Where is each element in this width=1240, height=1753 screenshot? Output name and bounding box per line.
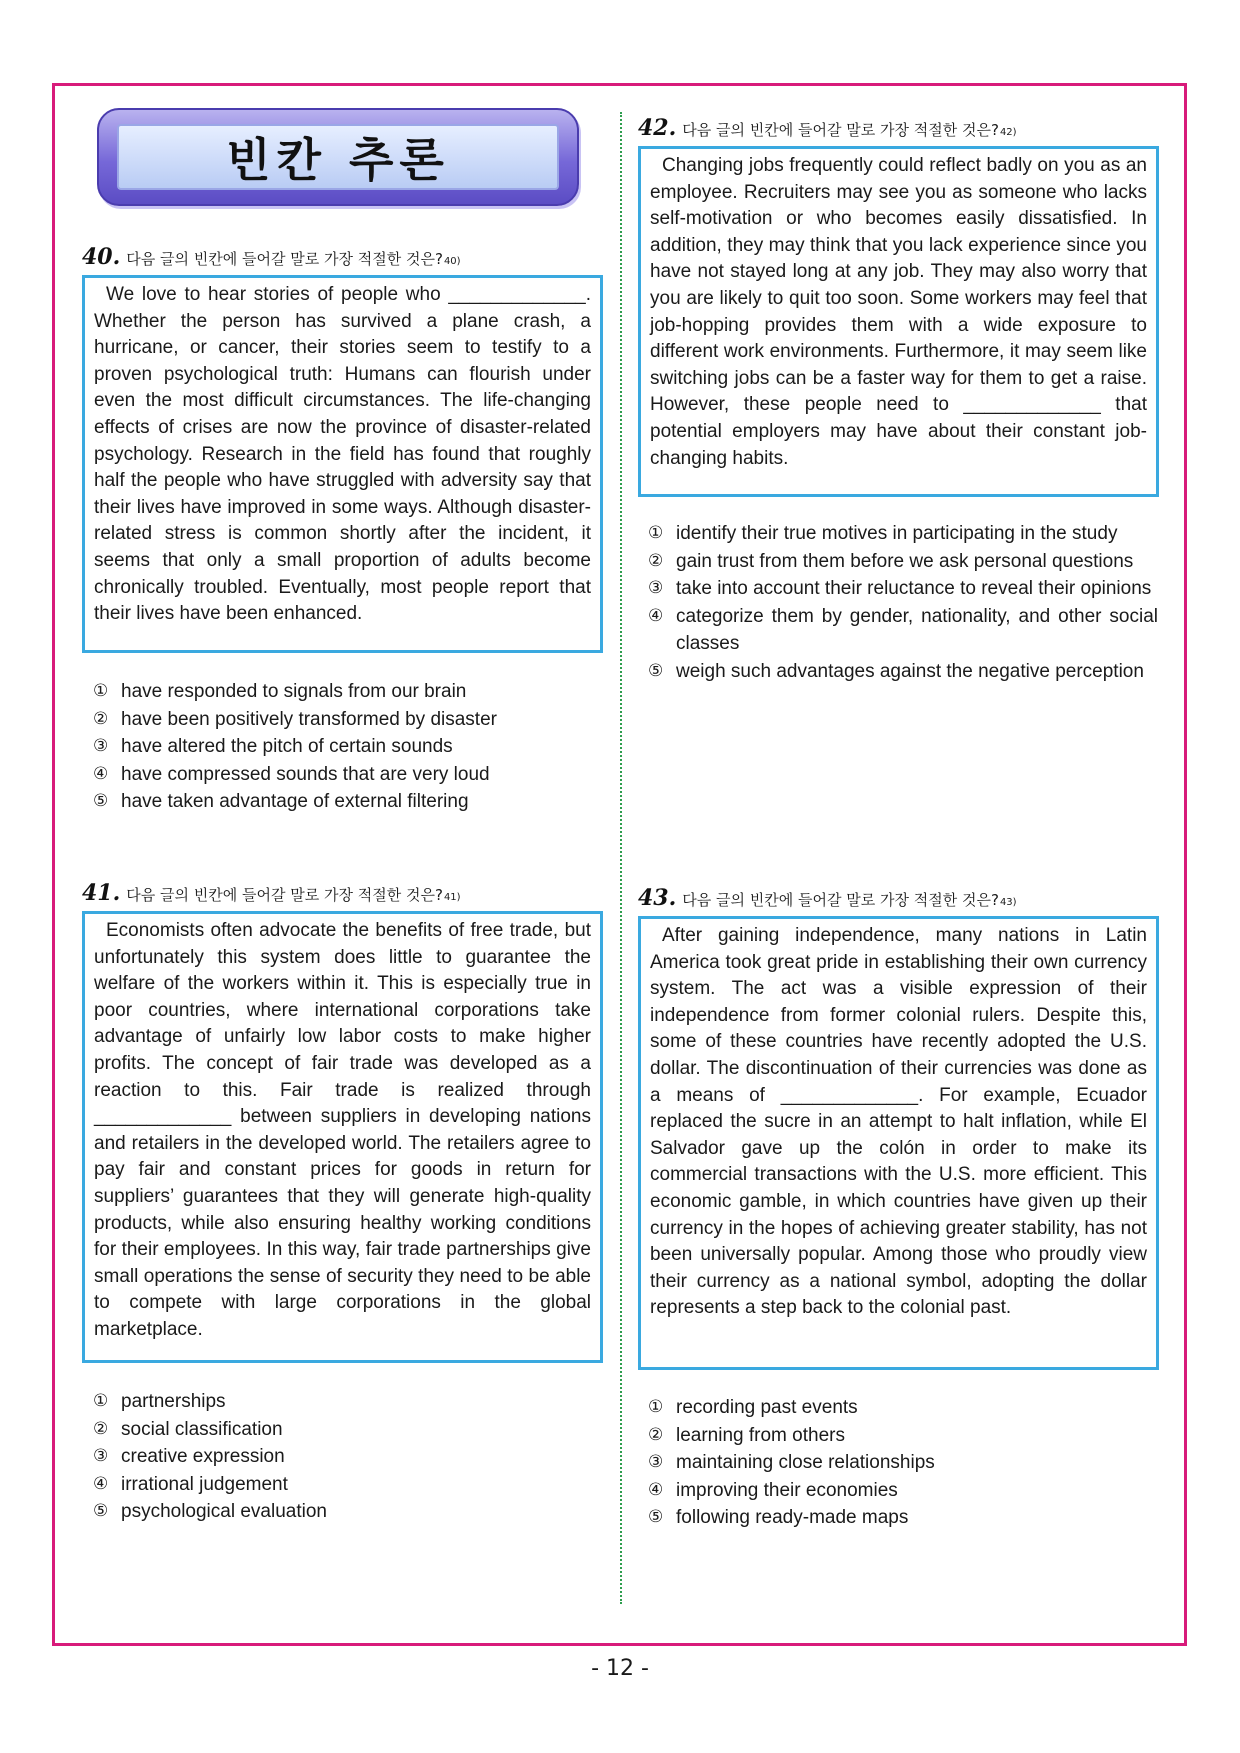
option-text: have been positively transformed by disaster bbox=[121, 708, 497, 730]
option-text: have compressed sounds that are very loud bbox=[121, 763, 490, 785]
option-mark: ① bbox=[93, 1391, 109, 1411]
option-text: gain trust from them before we ask personal questions bbox=[676, 550, 1134, 572]
option-text: social classification bbox=[121, 1418, 283, 1440]
option-text: partnerships bbox=[121, 1391, 226, 1412]
footnote-marker: 43) bbox=[999, 897, 1017, 908]
option-mark: ② bbox=[648, 1424, 664, 1445]
option-mark: ② bbox=[648, 550, 664, 571]
option-text: have taken advantage of external filtering bbox=[121, 791, 469, 813]
option-mark: ④ bbox=[648, 605, 664, 626]
answer-option[interactable] bbox=[93, 1471, 593, 1499]
answer-option[interactable] bbox=[93, 733, 593, 761]
question-40-header bbox=[82, 244, 461, 270]
question-43-header bbox=[638, 885, 1017, 911]
question-number: 42. bbox=[638, 115, 677, 141]
option-mark: ② bbox=[93, 708, 109, 729]
option-mark: ③ bbox=[93, 1446, 109, 1467]
footnote-marker: 40) bbox=[443, 256, 461, 267]
answer-option[interactable] bbox=[93, 1416, 593, 1444]
answer-option[interactable] bbox=[648, 1422, 1158, 1450]
option-mark: ③ bbox=[648, 1452, 664, 1473]
question-42-options bbox=[648, 520, 1158, 686]
question-41-passage: Economists often advocate the benefits of free trade, but unfortunately this system does little to guarantee the welfare of the workers within it. This is especially true in poor countries, where international corporations take advantage of unfairly low labor costs to make higher profits. The concept of fair trade was developed as a reaction to this. Fair trade is realized through _____________ between suppliers in developing nations and retailers in the developed world. The retailers agree to pay fair and constant prices for goods in return for suppliers’ guarantees that they will generate high-quality products, while also ensuring healthy working conditions for their employees. In this way, fair trade partnerships give small operations the sense of security they need to be able to compete with large corporations in the global marketplace. bbox=[82, 911, 603, 1363]
answer-option[interactable] bbox=[648, 603, 1158, 658]
option-text: categorize them by gender, nationality, and other social classes bbox=[676, 605, 1158, 655]
answer-option[interactable] bbox=[648, 1504, 1158, 1532]
option-text: creative expression bbox=[121, 1446, 285, 1468]
option-mark: ⑤ bbox=[648, 660, 664, 681]
option-text: irrational judgement bbox=[121, 1473, 288, 1495]
option-text: learning from others bbox=[676, 1424, 845, 1446]
answer-option[interactable] bbox=[648, 1477, 1158, 1505]
question-42-header bbox=[638, 115, 1017, 141]
question-instruction: 다음 글의 빈칸에 들어갈 말로 가장 적절한 것은? bbox=[682, 891, 999, 909]
section-title-plate bbox=[117, 124, 559, 190]
answer-option[interactable] bbox=[648, 658, 1158, 686]
option-text: recording past events bbox=[676, 1397, 858, 1418]
option-text: weigh such advantages against the negative perception bbox=[676, 660, 1144, 682]
question-number: 40. bbox=[82, 244, 121, 270]
question-41-options bbox=[93, 1388, 593, 1526]
section-title: 빈칸 추론 bbox=[226, 133, 450, 187]
option-text: take into account their reluctance to reveal their opinions bbox=[676, 578, 1152, 600]
answer-option[interactable] bbox=[648, 520, 1158, 548]
option-mark: ③ bbox=[648, 578, 664, 599]
option-mark: ① bbox=[648, 1397, 664, 1417]
answer-option[interactable] bbox=[648, 1394, 1158, 1422]
footnote-marker: 42) bbox=[999, 127, 1017, 138]
question-instruction: 다음 글의 빈칸에 들어갈 말로 가장 적절한 것은? bbox=[126, 886, 443, 904]
question-instruction: 다음 글의 빈칸에 들어갈 말로 가장 적절한 것은? bbox=[126, 250, 443, 268]
answer-option[interactable] bbox=[93, 1498, 593, 1526]
question-number: 43. bbox=[638, 885, 677, 911]
page-number: - 12 - bbox=[591, 1656, 649, 1681]
answer-option[interactable] bbox=[648, 575, 1158, 603]
question-number: 41. bbox=[82, 880, 121, 906]
option-mark: ① bbox=[93, 681, 109, 701]
option-text: have altered the pitch of certain sounds bbox=[121, 736, 453, 758]
column-divider bbox=[620, 112, 622, 1604]
question-42-passage: Changing jobs frequently could reflect badly on you as an employee. Recruiters may see you as someone who lacks self-motivation or who becomes easily dissatisfied. In addition, they may think that you lack experience since you have not stayed long at any job. They may also worry that you are likely to quit too soon. Some workers may feel that job-hopping provides them with a wide exposure to different work environments. Furthermore, it may seem like switching jobs can be a faster way for them to get a raise. However, these people need to _____________ that potential employers may have about their constant job-changing habits. bbox=[638, 146, 1159, 497]
option-mark: ② bbox=[93, 1418, 109, 1439]
option-mark: ⑤ bbox=[93, 1501, 109, 1522]
option-text: following ready-made maps bbox=[676, 1507, 909, 1529]
question-40-passage: We love to hear stories of people who _____________. Whether the person has survived a plane crash, a hurricane, or cancer, their stories seem to testify to a proven psychological truth: Humans can flourish under even the most difficult circumstances. The life-changing effects of crises are now the province of disaster-related psychology. Research in the field has found that roughly half the people who have struggled with adversity say that their lives have improved in some ways. Although disaster-related stress is common shortly after the incident, it seems that only a small proportion of adults become chronically troubled. Eventually, most people report that their lives have been enhanced. bbox=[82, 275, 603, 653]
option-mark: ③ bbox=[93, 736, 109, 757]
option-text: improving their economies bbox=[676, 1479, 898, 1501]
option-mark: ④ bbox=[93, 763, 109, 784]
option-mark: ④ bbox=[93, 1473, 109, 1494]
answer-option[interactable] bbox=[93, 706, 593, 734]
option-text: have responded to signals from our brain bbox=[121, 681, 467, 702]
answer-option[interactable] bbox=[93, 1443, 593, 1471]
question-40-options bbox=[93, 678, 593, 816]
answer-option[interactable] bbox=[93, 678, 593, 706]
answer-option[interactable] bbox=[93, 761, 593, 789]
answer-option[interactable] bbox=[648, 548, 1158, 576]
question-41-header bbox=[82, 880, 461, 906]
question-43-options bbox=[648, 1394, 1158, 1532]
section-title-banner bbox=[97, 108, 579, 206]
question-43-passage: After gaining independence, many nations in Latin America took great pride in establishing their own currency system. The act was a visible expression of their independence from former colonial rulers. Despite this, some of these countries have recently adopted the U.S. dollar. The discontinuation of their currencies was done as a means of _____________. For example, Ecuador replaced the sucre in an attempt to halt inflation, while El Salvador gave up the colón in order to make its commercial transactions with the U.S. more efficient. This economic gamble, in which countries have given up their currency in the hopes of achieving greater stability, has not been universally popular. Among those who proudly view their currency as a national symbol, adopting the dollar represents a step back to the colonial past. bbox=[638, 916, 1159, 1370]
option-text: psychological evaluation bbox=[121, 1501, 327, 1523]
answer-option[interactable] bbox=[93, 1388, 593, 1416]
answer-option[interactable] bbox=[93, 788, 593, 816]
footnote-marker: 41) bbox=[443, 892, 461, 903]
option-text: maintaining close relationships bbox=[676, 1452, 935, 1474]
option-text: identify their true motives in participating in the study bbox=[676, 523, 1118, 544]
option-mark: ④ bbox=[648, 1479, 664, 1500]
option-mark: ① bbox=[648, 523, 664, 543]
question-instruction: 다음 글의 빈칸에 들어갈 말로 가장 적절한 것은? bbox=[682, 121, 999, 139]
option-mark: ⑤ bbox=[648, 1507, 664, 1528]
answer-option[interactable] bbox=[648, 1449, 1158, 1477]
option-mark: ⑤ bbox=[93, 791, 109, 812]
